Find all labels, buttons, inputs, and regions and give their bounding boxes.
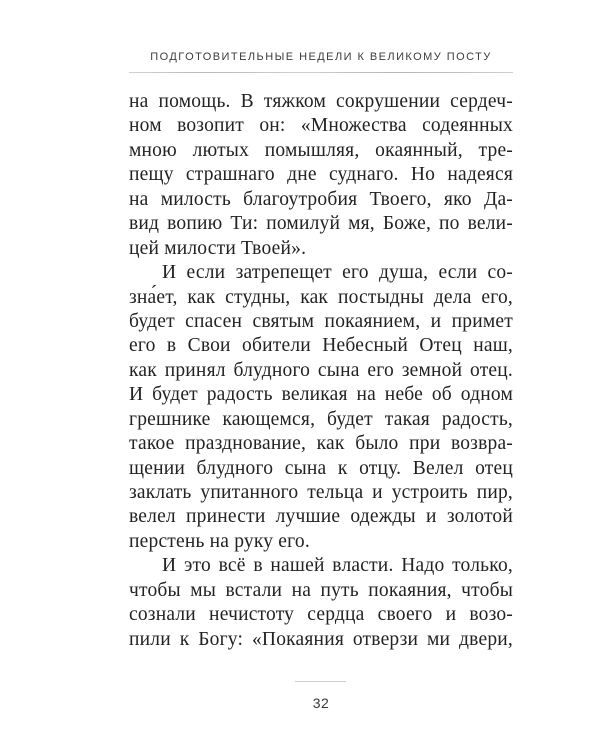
text-line: грешнике кающемся, будет такая радость,: [129, 408, 513, 430]
header-divider: [129, 72, 513, 73]
text-line: на помощь. В тяжком сокрушении сердеч-: [129, 91, 513, 112]
body-text: [129, 90, 513, 652]
text-line: щении блудного сына к отцу. Велел отец: [129, 457, 513, 479]
text-line: заклать упитанного тельца и устроить пир,: [129, 482, 513, 503]
text-line: такое празднование, как было при возвра-: [129, 433, 513, 455]
text-line: вид вопию Ти: помилуй мя, Боже, по вели-: [129, 213, 513, 235]
text-line: чтобы мы встали на путь покаяния, чтобы: [129, 579, 513, 601]
text-line: цей милости Твоей».: [129, 237, 307, 259]
paragraph: [129, 90, 513, 261]
text-line: перстень на руку его.: [129, 530, 310, 552]
text-line: как принял блудного сына его земной отец.: [129, 359, 513, 381]
text-line: его в Свои обители Небесный Отец наш,: [129, 335, 513, 357]
text-line: И если затрепещет его душа, если со-: [162, 262, 513, 284]
page-number: 32: [312, 695, 330, 711]
text-line: пили к Богу: «Покаяния отверзи ми двери,: [129, 628, 513, 650]
text-line: ном возопит он: «Множества содеянных: [129, 115, 513, 137]
text-line: будет спасен святым покаянием, и примет: [129, 310, 513, 332]
text-line: велел принести лучшие одежды и золотой: [129, 506, 513, 528]
footer-divider: [295, 681, 346, 682]
text-line: на милость благоутробия Твоего, яко Да-: [129, 188, 513, 210]
text-line: И это всё в нашей власти. Надо только,: [162, 555, 513, 577]
text-line: сознали нечистоту сердца своего и возо-: [129, 604, 513, 626]
paragraph: [129, 261, 513, 554]
text-line: И будет радость великая на небе об одном: [129, 384, 513, 406]
text-line: зна́ет, как студны, как постыдны дела его,: [129, 286, 513, 308]
paragraph: [129, 554, 513, 652]
running-head-title: ПОДГОТОВИТЕЛЬНЫЕ НЕДЕЛИ К ВЕЛИКОМУ ПОСТУ: [150, 51, 492, 63]
text-line: мною лютых помышляя, окаянный, тре-: [129, 139, 513, 161]
text-line: пещу страшнаго дне суднаго. Но надеяся: [129, 164, 513, 186]
